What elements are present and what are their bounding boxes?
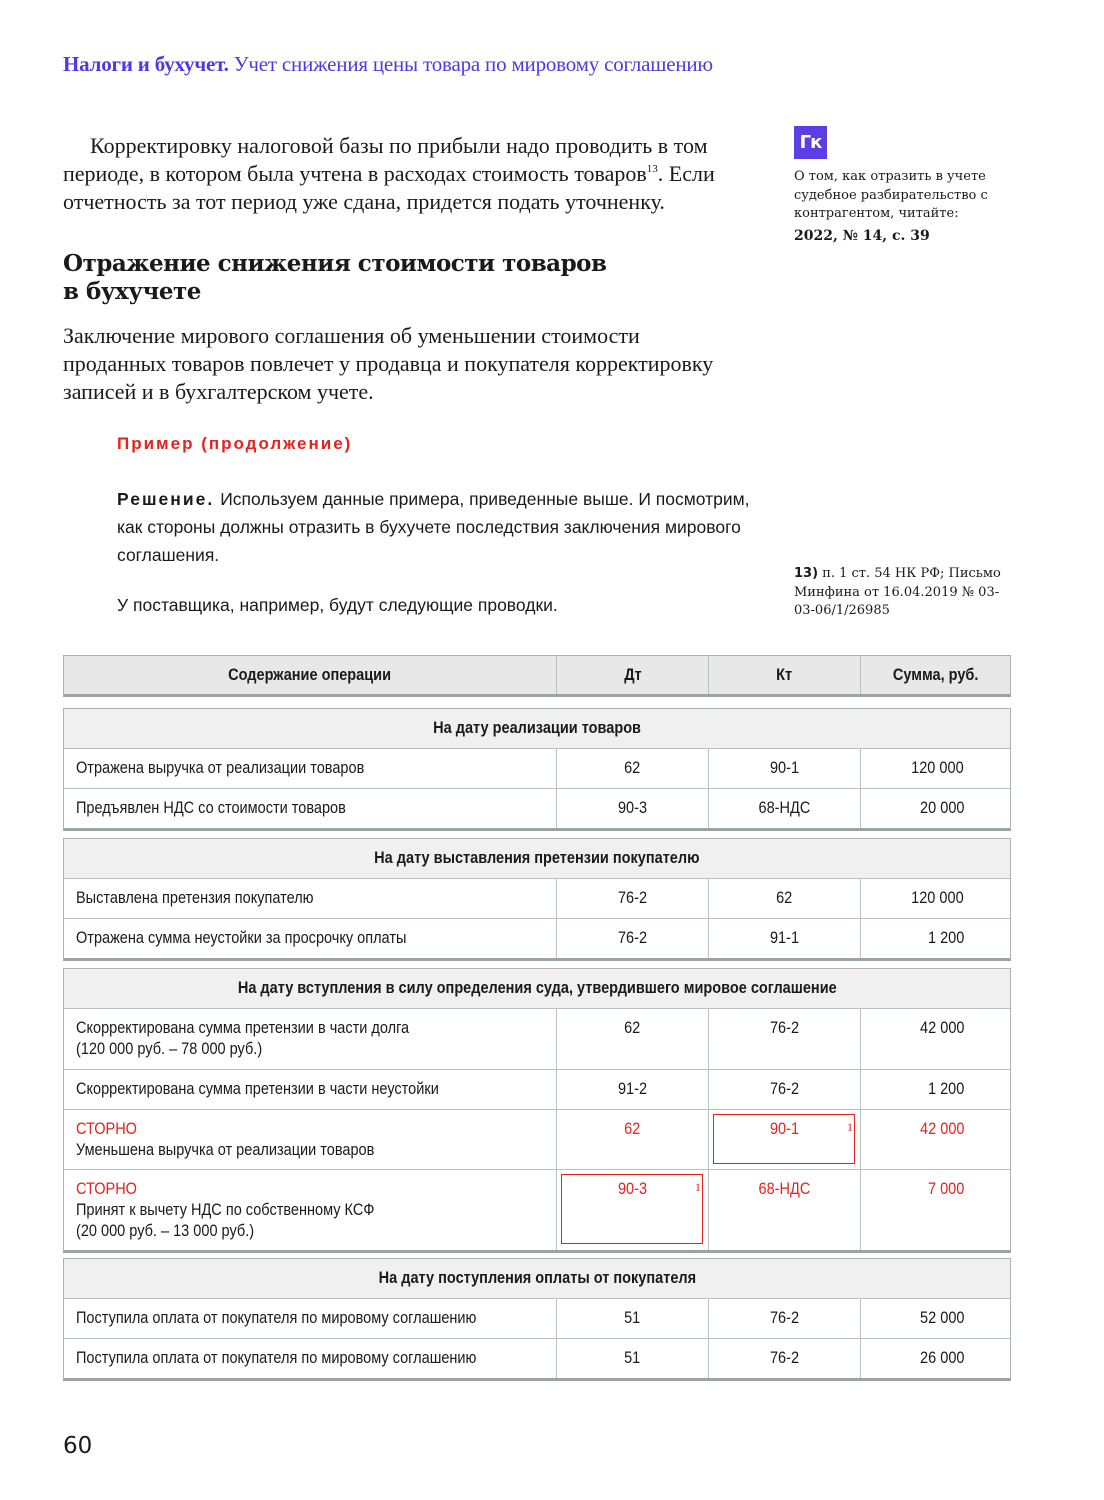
cell-text: 90-1 xyxy=(769,759,800,777)
running-head-title: Учет снижения цены товара по мировому соглашению xyxy=(233,52,713,76)
header-debit xyxy=(556,656,708,694)
table-row xyxy=(64,1008,1010,1069)
cell-debit xyxy=(556,1070,708,1109)
footnote-ref[interactable]: 13 xyxy=(646,163,658,175)
cell-debit xyxy=(556,919,708,958)
cell-text: Дт xyxy=(623,665,642,684)
cell-text: 76-2 xyxy=(769,1349,800,1367)
group-title xyxy=(64,839,1010,878)
cell-credit xyxy=(708,1299,860,1338)
cell-text: Выставлена претензия покупателю xyxy=(76,889,314,907)
cell-text: 90-1 xyxy=(769,1120,800,1138)
cell-text: 62 xyxy=(624,759,641,777)
cell-credit xyxy=(708,1170,860,1250)
header-operation xyxy=(64,656,556,694)
table-row xyxy=(64,748,1010,788)
cell-text: Сумма, руб. xyxy=(892,665,979,684)
table-row xyxy=(64,1069,1010,1109)
cell-text: (120 000 руб. – 78 000 руб.) xyxy=(76,1040,263,1058)
running-head xyxy=(63,52,713,77)
cell-debit xyxy=(556,749,708,788)
intro-paragraph xyxy=(63,132,743,216)
cell-text: 51 xyxy=(624,1309,641,1327)
storno-label: СТОРНО xyxy=(76,1120,137,1138)
cell-operation xyxy=(64,1339,556,1378)
lead-paragraph: Заключение мирового соглашения об уменьшении стоимости проданных товаров повлечет у продавца и покупателя корректировку записей и в бухгалтерском учете. xyxy=(63,323,714,404)
cell-text: 7 000 xyxy=(927,1180,964,1198)
cell-text: Содержание операции xyxy=(228,665,392,684)
table-group xyxy=(63,968,1011,1253)
cell-text: 52 000 xyxy=(919,1309,964,1327)
cell-text: Скорректирована сумма претензии в части долга xyxy=(76,1019,410,1037)
group-title xyxy=(64,709,1010,748)
page-number: 60 xyxy=(63,1433,93,1459)
header-sum xyxy=(860,656,1010,694)
cell-text: Поступила оплата от покупателя по мировому соглашению xyxy=(76,1349,477,1367)
cell-text: 91-1 xyxy=(769,929,800,947)
cell-sum xyxy=(860,1110,1010,1169)
cell-text: Поступила оплата от покупателя по мировому соглашению xyxy=(76,1309,477,1327)
cell-text: Уменьшена выручка от реализации товаров xyxy=(76,1141,375,1159)
solution-label: Решение. xyxy=(117,489,215,509)
cell-credit xyxy=(708,789,860,828)
cell-debit xyxy=(556,1170,708,1250)
gk-logo-icon: Гк xyxy=(794,126,827,159)
cell-sum xyxy=(860,1009,1010,1069)
cell-text: На дату выставления претензии покупателю xyxy=(374,849,700,867)
cell-debit xyxy=(556,1339,708,1378)
cell-text: 1 200 xyxy=(927,929,964,947)
annotation-number: 1 xyxy=(847,1120,853,1134)
running-head-section: Налоги и бухучет. xyxy=(63,52,229,76)
table-row-storno xyxy=(64,1109,1010,1169)
cell-text: 68-НДС xyxy=(758,1180,811,1198)
footnote-text: п. 1 ст. 54 НК РФ; Письмо Минфина от 16.04.2019 № 03-03-06/1/26985 xyxy=(794,566,1001,618)
intro-text: Корректировку налоговой базы по прибыли надо проводить в том периоде, в котором была учтена в расходах стоимость товаров xyxy=(63,133,708,186)
cell-text: 76-2 xyxy=(769,1019,800,1037)
example-title: Пример (продолжение) xyxy=(117,434,353,453)
cell-sum xyxy=(860,879,1010,918)
cell-text: 90-3 xyxy=(617,1180,648,1198)
cell-text: На дату вступления в силу определения суда, утвердившего мировое соглашение xyxy=(237,979,837,997)
cell-sum xyxy=(860,749,1010,788)
cell-text: 76-2 xyxy=(769,1080,800,1098)
cell-credit xyxy=(708,1110,860,1169)
cell-text: Предъявлен НДС со стоимости товаров xyxy=(76,799,346,817)
cell-text: На дату реализации товаров xyxy=(433,719,641,737)
cell-debit xyxy=(556,879,708,918)
cell-debit xyxy=(556,1299,708,1338)
cell-credit xyxy=(708,749,860,788)
header-credit xyxy=(708,656,860,694)
cell-text: Отражена выручка от реализации товаров xyxy=(76,759,365,777)
cell-text: 91-2 xyxy=(617,1080,648,1098)
cell-text: Отражена сумма неустойки за просрочку оплаты xyxy=(76,929,407,947)
cell-text: 51 xyxy=(624,1349,641,1367)
cell-operation xyxy=(64,1070,556,1109)
cell-text: 76-2 xyxy=(769,1309,800,1327)
cell-operation xyxy=(64,879,556,918)
sidebar-note xyxy=(794,168,1014,245)
sidebar-note-text: О том, как отразить в учете судебное разбирательство с контрагентом, читайте: xyxy=(794,169,988,221)
cell-text: 76-2 xyxy=(617,889,648,907)
cell-text: 120 000 xyxy=(911,889,964,907)
cell-sum xyxy=(860,1339,1010,1378)
cell-debit xyxy=(556,789,708,828)
cell-credit xyxy=(708,879,860,918)
table-group xyxy=(63,838,1011,961)
cell-credit xyxy=(708,1070,860,1109)
cell-operation xyxy=(64,1170,556,1250)
cell-debit xyxy=(556,1110,708,1169)
cell-operation xyxy=(64,1299,556,1338)
cell-sum xyxy=(860,1170,1010,1250)
cell-sum xyxy=(860,1070,1010,1109)
table-row xyxy=(64,1298,1010,1338)
footnote xyxy=(794,565,1014,621)
table-row xyxy=(64,788,1010,828)
cell-text: 1 200 xyxy=(927,1080,964,1098)
supplier-line: У поставщика, например, будут следующие проводки. xyxy=(117,595,558,615)
cell-operation xyxy=(64,749,556,788)
cell-text: На дату поступления оплаты от покупателя xyxy=(378,1269,696,1287)
table-group xyxy=(63,1258,1011,1381)
table-row-storno xyxy=(64,1169,1010,1250)
cell-text: 42 000 xyxy=(919,1120,964,1138)
annotation-number: 1 xyxy=(695,1180,701,1194)
solution-paragraph xyxy=(117,485,757,569)
cell-credit xyxy=(708,1009,860,1069)
cell-text: 62 xyxy=(624,1019,641,1037)
cell-text: Принят к вычету НДС по собственному КСФ xyxy=(76,1201,375,1219)
table-row xyxy=(64,918,1010,958)
footnote-number: 13) xyxy=(794,566,819,581)
cell-text: Скорректирована сумма претензии в части неустойки xyxy=(76,1080,439,1098)
group-title xyxy=(64,1259,1010,1298)
cell-operation xyxy=(64,1009,556,1069)
section-heading xyxy=(63,250,743,306)
cell-credit xyxy=(708,1339,860,1378)
cell-text: 62 xyxy=(624,1120,641,1138)
cell-text: 90-3 xyxy=(617,799,648,817)
cell-operation xyxy=(64,789,556,828)
cell-sum xyxy=(860,919,1010,958)
cell-text: (20 000 руб. – 13 000 руб.) xyxy=(76,1222,255,1240)
solution-text: Используем данные примера, приведенные выше. И посмотрим, как стороны должны отразить в бухучете последствия заключения мирового соглашения. xyxy=(117,489,750,565)
intro-text-end: . Если отчетность за тот период уже сдана, придется подать уточненку. xyxy=(63,161,715,214)
cell-text: 68-НДС xyxy=(758,799,811,817)
cell-text: 76-2 xyxy=(617,929,648,947)
cell-text: 26 000 xyxy=(919,1349,964,1367)
table-row xyxy=(64,878,1010,918)
table-group xyxy=(63,708,1011,831)
cell-sum xyxy=(860,1299,1010,1338)
cell-sum xyxy=(860,789,1010,828)
cell-text: Кт xyxy=(776,665,793,684)
group-title xyxy=(64,969,1010,1008)
cell-text: 120 000 xyxy=(911,759,964,777)
cell-operation xyxy=(64,919,556,958)
cell-credit xyxy=(708,919,860,958)
cell-debit xyxy=(556,1009,708,1069)
sidebar-reference-link[interactable]: 2022, № 14, с. 39 xyxy=(794,227,930,244)
cell-text: 20 000 xyxy=(919,799,964,817)
heading-line-2: в бухучете xyxy=(63,278,201,305)
table-header xyxy=(63,655,1011,697)
storno-label: СТОРНО xyxy=(76,1180,137,1198)
cell-operation xyxy=(64,1110,556,1169)
cell-text: 62 xyxy=(776,889,793,907)
heading-line-1: Отражение снижения стоимости товаров xyxy=(63,250,607,277)
table-row xyxy=(64,1338,1010,1378)
cell-text: 42 000 xyxy=(919,1019,964,1037)
